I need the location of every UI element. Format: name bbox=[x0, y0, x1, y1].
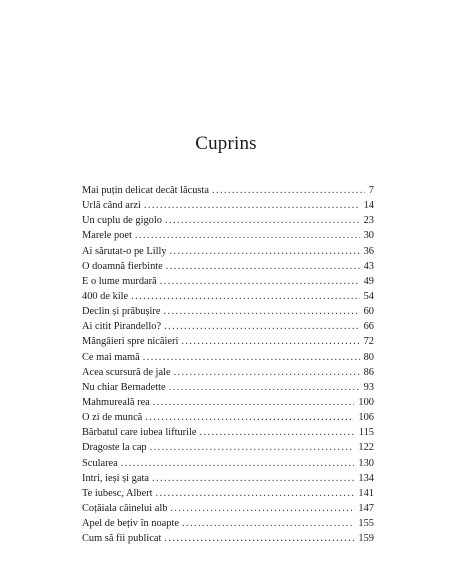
toc-entry bbox=[82, 380, 374, 395]
toc-entry-page-number: 30 bbox=[363, 230, 374, 242]
toc-entry-page-number: 134 bbox=[358, 472, 374, 484]
toc-entry-page-number: 72 bbox=[363, 336, 374, 348]
toc-entry-title: Mângâieri spre nicăieri bbox=[82, 336, 179, 348]
toc-entry-title: E o lume murdară bbox=[82, 275, 157, 287]
toc-entry-page-number: 141 bbox=[358, 487, 374, 499]
toc-entry-page-number: 86 bbox=[363, 366, 374, 378]
toc-entry-page-number: 155 bbox=[358, 518, 374, 530]
toc-entry-title: Intri, ieși și gata bbox=[82, 472, 149, 484]
toc-entry-page-number: 7 bbox=[368, 185, 374, 196]
toc-entry bbox=[82, 516, 374, 531]
toc-entry bbox=[82, 183, 374, 198]
toc-entry-title: 400 de kile bbox=[82, 290, 129, 302]
toc-entry-title: Coțăiala câinelui alb bbox=[82, 502, 168, 514]
toc-entry bbox=[82, 531, 374, 546]
toc-entry-title: Declin și prăbușire bbox=[82, 306, 161, 318]
toc-entry bbox=[82, 425, 374, 440]
dot-leader bbox=[131, 289, 359, 304]
toc-entry-page-number: 93 bbox=[363, 381, 374, 393]
toc-entry bbox=[82, 289, 374, 304]
toc-entry bbox=[82, 274, 374, 289]
toc-entry bbox=[82, 350, 374, 365]
toc-entry-title: Mai puțin delicat decât lăcusta bbox=[82, 185, 209, 196]
toc-entry bbox=[82, 365, 374, 380]
toc-entry-page-number: 130 bbox=[358, 457, 374, 469]
dot-leader bbox=[135, 228, 360, 243]
toc-entry-title: Te iubesc, Albert bbox=[82, 487, 153, 499]
toc-entry-page-number: 66 bbox=[363, 321, 374, 333]
dot-leader bbox=[121, 456, 355, 471]
dot-leader bbox=[181, 334, 359, 349]
toc-entry-page-number: 43 bbox=[363, 260, 374, 272]
toc-entry-title: Marele poet bbox=[82, 230, 132, 242]
toc-entry-title: Ai citit Pirandello? bbox=[82, 321, 162, 333]
toc-entry bbox=[82, 456, 374, 471]
toc-entry-page-number: 147 bbox=[358, 502, 374, 514]
toc-entry bbox=[82, 198, 374, 213]
toc-entry-title: Bărbatul care iubea lifturile bbox=[82, 427, 197, 439]
toc-entry bbox=[82, 259, 374, 274]
dot-leader bbox=[165, 213, 360, 228]
toc-entry-title: Dragoste la cap bbox=[82, 442, 147, 454]
dot-leader bbox=[170, 244, 360, 259]
dot-leader bbox=[166, 259, 360, 274]
dot-leader bbox=[169, 380, 360, 395]
dot-leader bbox=[153, 395, 355, 410]
dot-leader bbox=[164, 319, 360, 334]
toc-entry bbox=[82, 440, 374, 455]
dot-leader bbox=[182, 516, 354, 531]
dot-leader bbox=[145, 410, 354, 425]
toc-entry-title: Ce mai mamă bbox=[82, 351, 140, 363]
toc-entry-page-number: 122 bbox=[358, 442, 374, 454]
dot-leader bbox=[143, 350, 360, 365]
toc-entry bbox=[82, 395, 374, 410]
dot-leader bbox=[174, 365, 360, 380]
toc-entry-title: Nu chiar Bernadette bbox=[82, 381, 166, 393]
toc-entry-page-number: 106 bbox=[358, 412, 374, 424]
toc-entry-title: O doamnă fierbinte bbox=[82, 260, 163, 272]
toc-entry-page-number: 80 bbox=[363, 351, 374, 363]
table-of-contents bbox=[82, 183, 374, 546]
toc-entry-page-number: 36 bbox=[363, 245, 374, 257]
toc-entry bbox=[82, 244, 374, 259]
toc-entry-title: Acea scursură de jale bbox=[82, 366, 171, 378]
toc-entry bbox=[82, 410, 374, 425]
dot-leader bbox=[156, 486, 355, 501]
toc-entry-title: O zi de muncă bbox=[82, 412, 143, 424]
toc-entry-page-number: 49 bbox=[363, 275, 374, 287]
dot-leader bbox=[152, 471, 354, 486]
toc-entry-title: Cum să fii publicat bbox=[82, 533, 162, 545]
toc-entry-page-number: 100 bbox=[358, 396, 374, 408]
toc-entry-title: Un cuplu de gigolo bbox=[82, 215, 162, 227]
toc-entry-page-number: 115 bbox=[358, 427, 374, 439]
toc-entry-page-number: 159 bbox=[358, 533, 374, 545]
toc-entry-title: Apel de bețiv în noapte bbox=[82, 518, 179, 530]
toc-entry-page-number: 14 bbox=[363, 200, 374, 212]
toc-entry-title: Scularea bbox=[82, 457, 118, 469]
toc-entry bbox=[82, 213, 374, 228]
toc-entry-title: Urlă când arzi bbox=[82, 200, 141, 212]
dot-leader bbox=[144, 198, 360, 213]
toc-entry bbox=[82, 486, 374, 501]
dot-leader bbox=[200, 425, 355, 440]
dot-leader bbox=[212, 183, 365, 198]
toc-entry-title: Mahmureală rea bbox=[82, 396, 150, 408]
toc-entry bbox=[82, 319, 374, 334]
toc-entry-title: Ai sărutat-o pe Lilly bbox=[82, 245, 167, 257]
toc-entry bbox=[82, 304, 374, 319]
dot-leader bbox=[160, 274, 360, 289]
toc-entry-page-number: 60 bbox=[363, 306, 374, 318]
dot-leader bbox=[163, 304, 359, 319]
toc-entry bbox=[82, 334, 374, 349]
toc-entry-page-number: 54 bbox=[363, 290, 374, 302]
toc-entry bbox=[82, 228, 374, 243]
dot-leader bbox=[150, 440, 355, 455]
toc-entry bbox=[82, 471, 374, 486]
page-title: Cuprins bbox=[195, 133, 257, 154]
toc-entry-page-number: 23 bbox=[363, 215, 374, 227]
toc-entry bbox=[82, 501, 374, 516]
dot-leader bbox=[170, 501, 354, 516]
dot-leader bbox=[164, 531, 354, 546]
